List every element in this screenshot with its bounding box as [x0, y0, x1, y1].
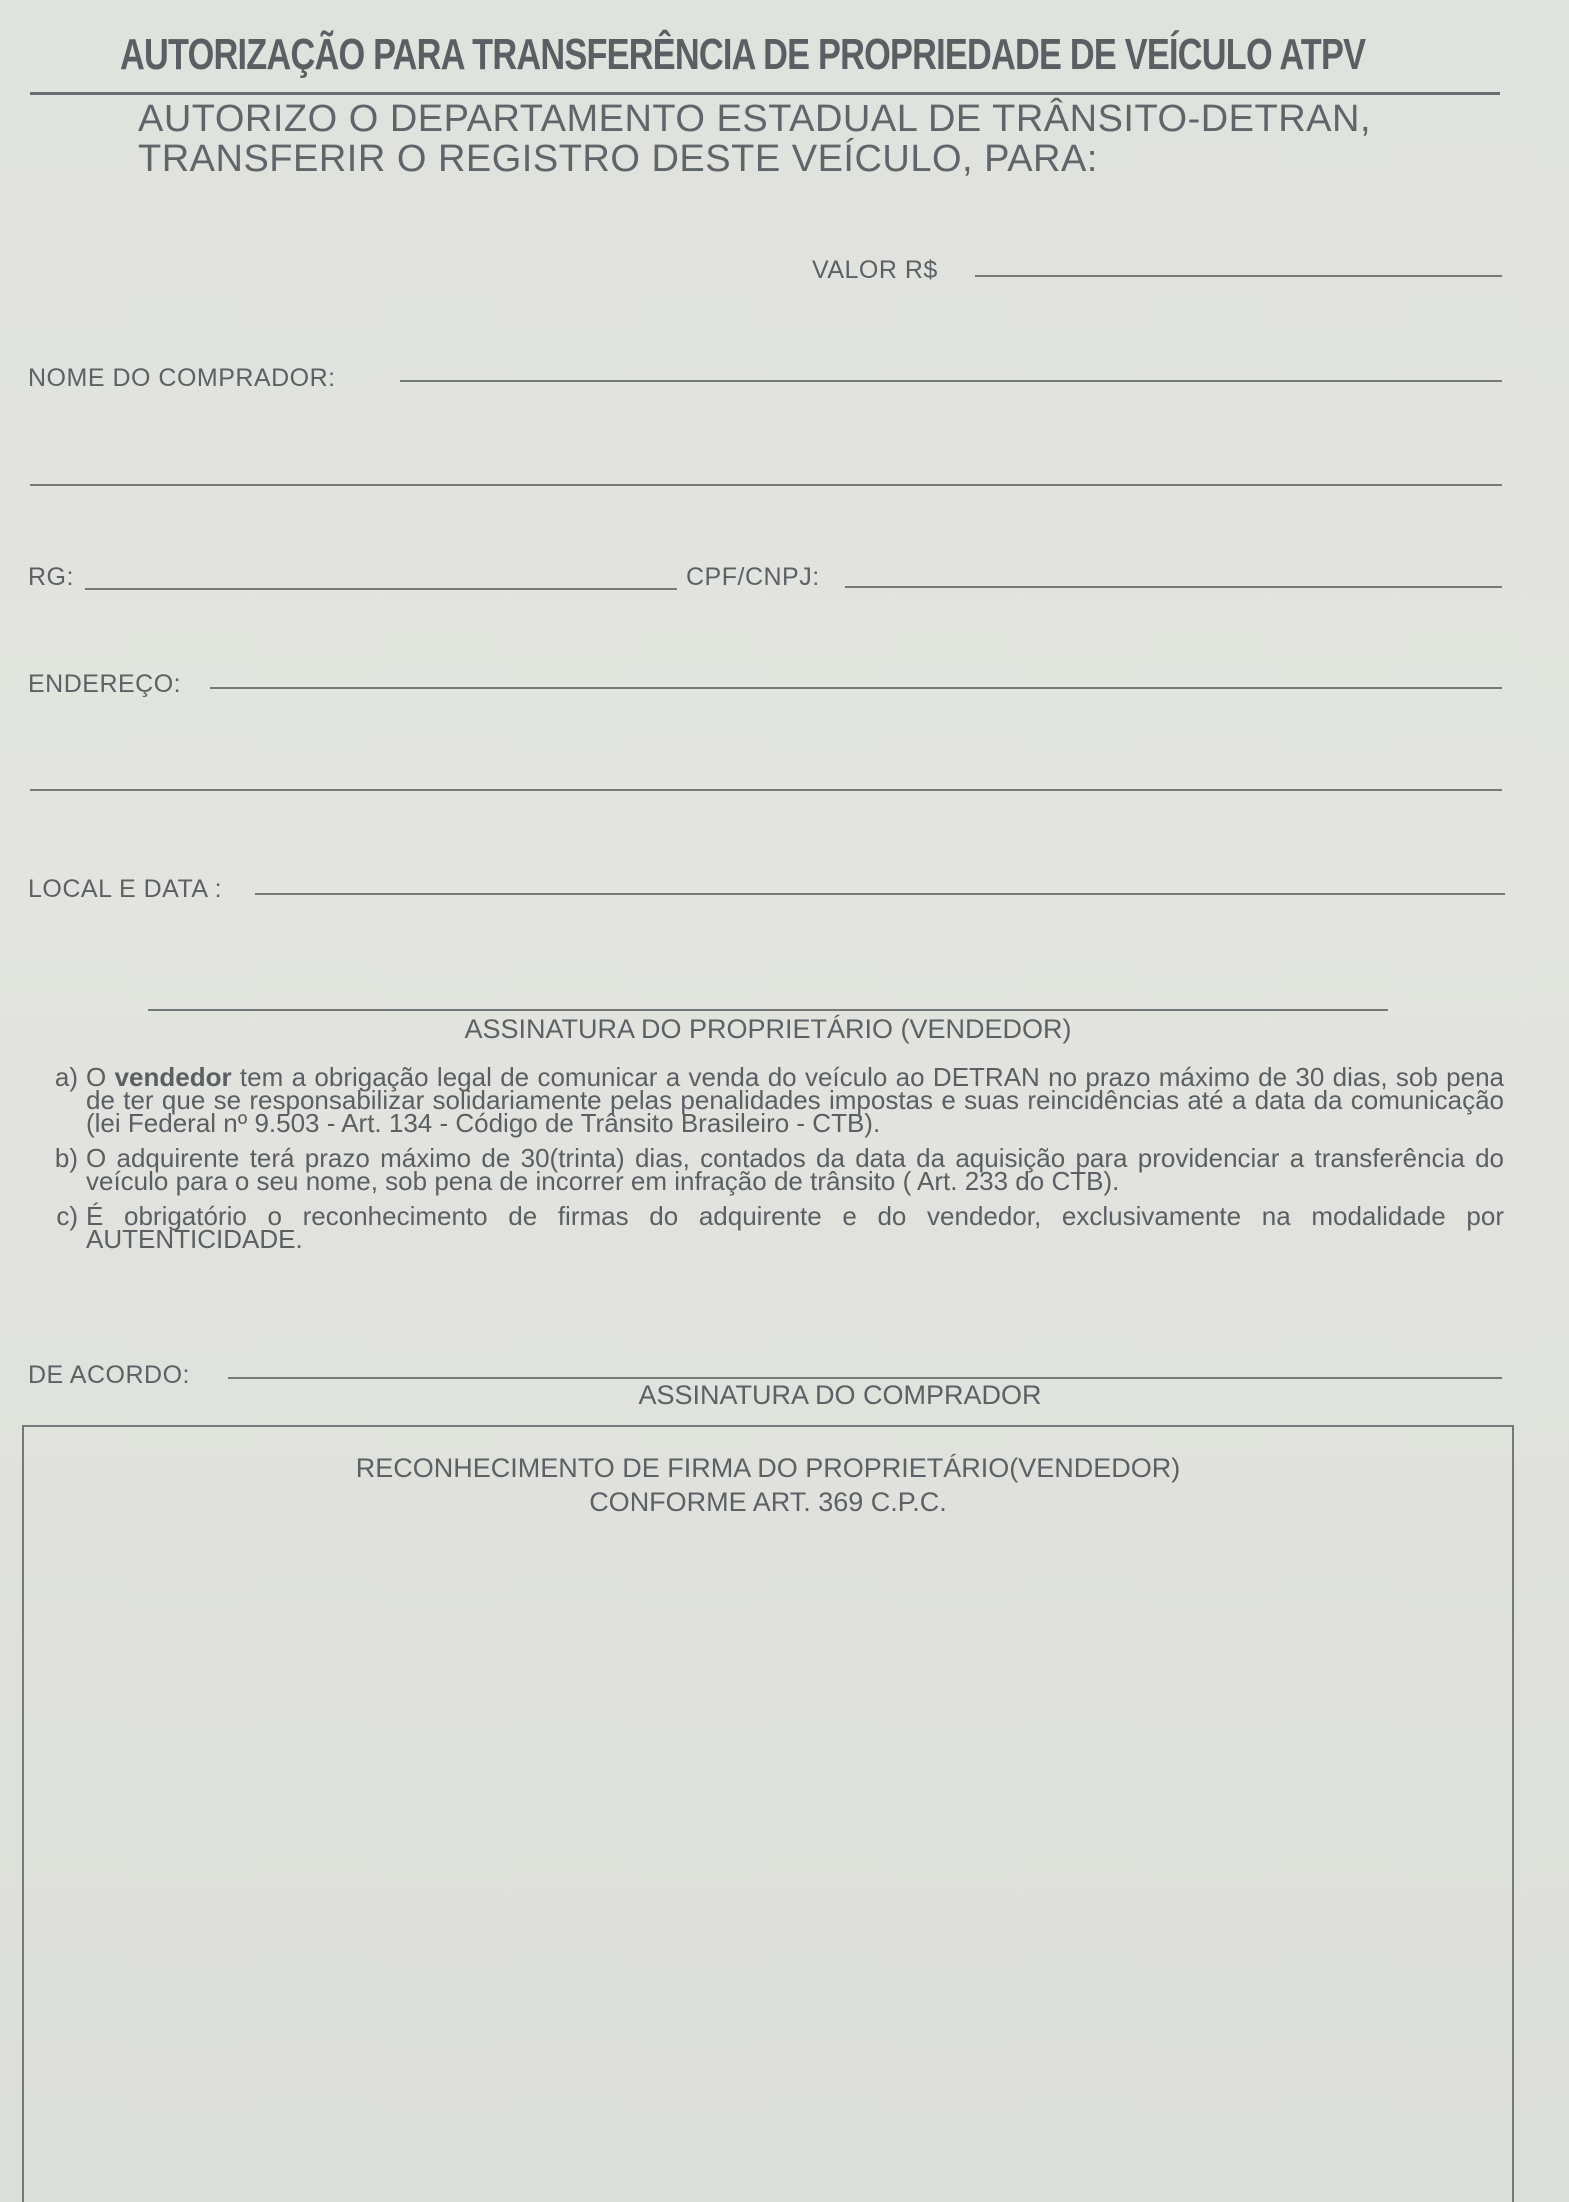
rg-field-line[interactable] — [85, 588, 677, 590]
de-acordo-label: DE ACORDO: — [28, 1361, 190, 1389]
note-a-letter: a) — [54, 1062, 78, 1092]
buyer-signature-label: ASSINATURA DO COMPRADOR — [638, 1380, 1042, 1410]
nome-comprador-field-line[interactable] — [400, 380, 1502, 382]
valor-label: VALOR R$ — [812, 256, 938, 284]
notary-recognition-box — [22, 1425, 1514, 2202]
notary-box-title-1: RECONHECIMENTO DE FIRMA DO PROPRIETÁRIO(VENDEDOR) — [355, 1453, 1181, 1483]
legal-notes — [36, 1062, 1504, 1263]
note-a — [36, 1062, 1504, 1138]
authorization-line-1: AUTORIZO O DEPARTAMENTO ESTADUAL DE TRÂNSITO-DETRAN, — [138, 98, 1372, 140]
title-underline — [30, 92, 1500, 95]
cpf-cnpj-field-line[interactable] — [845, 586, 1502, 588]
note-b-letter: b) — [54, 1143, 78, 1173]
endereco-field-line[interactable] — [210, 687, 1502, 689]
seller-signature-label: ASSINATURA DO PROPRIETÁRIO (VENDEDOR) — [464, 1014, 1072, 1044]
note-b-text: O adquirente terá prazo máximo de 30(trinta) dias, contados da data da aquisição para providenciar a transferência do veículo para o seu nome, sob pena de incorrer em infração de trânsito ( Art. 233 do CTB). — [86, 1143, 1504, 1196]
cpf-cnpj-label: CPF/CNPJ: — [686, 563, 820, 591]
note-a-text: O vendedor tem a obrigação legal de comunicar a venda do veículo ao DETRAN no prazo máximo de 30 dias, sob pena de ter que se responsabilizar solidariamente pelas penalidades impostas e suas reincidências até a data da comunicação (lei Federal nº 9.503 - Art. 134 - Código de Trânsito Brasileiro - CTB). — [86, 1062, 1504, 1138]
note-c — [36, 1201, 1504, 1254]
rg-label: RG: — [28, 563, 74, 591]
valor-field-line[interactable] — [975, 275, 1502, 277]
note-b — [36, 1143, 1504, 1196]
authorization-line-2: TRANSFERIR O REGISTRO DESTE VEÍCULO, PARA: — [138, 138, 1098, 180]
endereco-field-line-2[interactable] — [30, 789, 1502, 791]
buyer-signature-line[interactable] — [228, 1377, 1502, 1379]
form-title: AUTORIZAÇÃO PARA TRANSFERÊNCIA DE PROPRIEDADE DE VEÍCULO ATPV — [120, 30, 1366, 79]
endereco-label: ENDEREÇO: — [28, 670, 182, 698]
nome-comprador-field-line-2[interactable] — [30, 484, 1502, 486]
note-c-letter: c) — [56, 1201, 78, 1231]
note-c-text: É obrigatório o reconhecimento de firmas do adquirente e do vendedor, exclusivamente na modalidade por AUTENTICIDADE. — [86, 1201, 1504, 1254]
local-data-field-line[interactable] — [255, 893, 1505, 895]
nome-comprador-label: NOME DO COMPRADOR: — [28, 364, 336, 392]
note-a-bold: vendedor — [114, 1062, 232, 1092]
seller-signature-line[interactable] — [148, 1009, 1388, 1011]
local-data-label: LOCAL E DATA : — [28, 875, 223, 903]
notary-box-title-2: CONFORME ART. 369 C.P.C. — [589, 1487, 947, 1517]
